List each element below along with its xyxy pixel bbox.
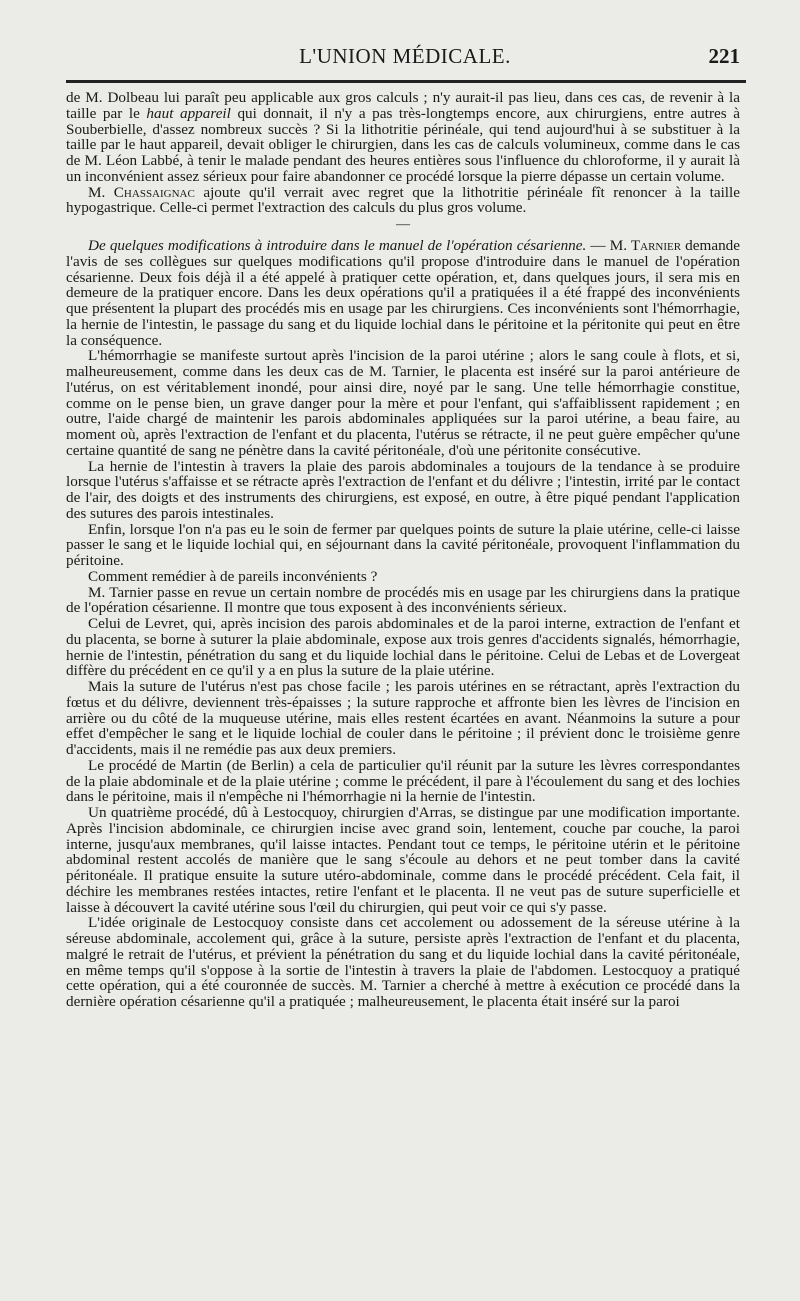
italic-term: haut appareil bbox=[146, 104, 231, 122]
paragraph-text: de M. Dolbeau lui paraît peu applicable aux gros calculs ; n'y aurait-il pas lieu, dans ces cas, de revenir à la taille par le bbox=[66, 89, 740, 122]
paragraph: Mais la suture de l'utérus n'est pas chose facile ; les parois utérines en se rétractant, après l'extraction du fœtus et du délivre, deviennent très-épaisses ; la suture rapproche et affronte bien les lèvres de l'incision en arrière ou du côté de la muqueuse utérine, mais elles restent écartées en avant. Néanmoins la suture a pour effet d'empêcher le sang et le liquide lochial de couler dans le péritoine ; il prévient donc le troisième genre d'accidents, mais il ne remédie pas aux deux premiers. bbox=[66, 678, 740, 758]
header-rule bbox=[66, 80, 746, 83]
paragraph: Celui de Levret, qui, après incision des parois abdominales et de la paroi interne, extraction de l'enfant et du placenta, se borne à suturer la plaie abdominale, expose aux trois genres d'accidents signalés, hémorrhagie, hernie de l'intestin, pénétration du sang et du liquide lochial dans le péritoine. Celui de Lebas et de Lovergeat diffère du précédent en ce qu'il y a en plus la suture de la plaie utérine. bbox=[66, 615, 740, 680]
paragraph: La hernie de l'intestin à travers la plaie des parois abdominales a toujours de la tendance à se produire lorsque l'utérus s'affaisse et se rétracte après l'extraction de l'enfant et du délivre ; l'intestin, irrité par le contact de l'air, des doigts et des instruments des chirurgiens, est exposé, en outre, à être piqué pendant l'application des sutures des parois intestinales. bbox=[66, 457, 740, 522]
speaker-name: M. Tarnier bbox=[609, 237, 682, 254]
paragraph bbox=[66, 238, 740, 348]
paragraph-text: demande l'avis de ses collègues sur quelques modifications qu'il propose d'introduire dans le manuel de l'opération césarienne. Deux fois déjà il a été appelé à pratiquer cette opération, et, dans quelques jours, il sera mis en demeure de la pratiquer encore. Dans les deux opérations qu'il a pratiquées il a été frappé des inconvénients que présentent la plupart des procédés mis en usage par les chirurgiens. Ces inconvénients sont l'hémorrhagie, la hernie de l'intestin, le passage du sang et du liquide lochial dans le péritoine et la péritonite qui peut en être la conséquence. bbox=[66, 237, 741, 349]
section-separator: — bbox=[396, 217, 410, 232]
section-title: De quelques modifications à introduire dans le manuel de l'opération césarienne. bbox=[88, 237, 587, 254]
speaker-name: M. Chassaignac bbox=[88, 183, 195, 201]
paragraph-text: qui donnait, il n'y a pas très-longtemps encore, aux chirurgiens, entre autres à Souberbielle, d'assez nombreux succès ? Si la lithotritie périnéale, qui tend aujourd'hui à se substituer à la taille par le haut appareil, devait obliger le chirurgien, dans les cas de calculs volumineux, comme dans le cas de M. Léon Labbé, à tenir le malade pendant des heures entières sous l'influence du chloroforme, il y aurait là un inconvénient assez sérieux pour faire abandonner ce procédé lorsque la pierre dépasse un certain volume. bbox=[66, 104, 740, 185]
paragraph: Le procédé de Martin (de Berlin) a cela de particulier qu'il réunit par la suture les lèvres correspondantes de la plaie abdominale et de la plaie utérine ; comme le précédent, il pare à l'écoulement du sang et des lochies dans le péritoine, mais il n'empêche ni l'hémorrhagie ni la hernie de l'intestin. bbox=[66, 756, 740, 806]
paragraph: Comment remédier à de pareils inconvénients ? bbox=[88, 567, 378, 585]
paragraph bbox=[66, 185, 740, 217]
paragraph: L'idée originale de Lestocquoy consiste dans cet accolement ou adossement de la séreuse utérine à la séreuse abdominale, accolement qui, grâce à la suture, persiste après l'extraction de l'enfant et du placenta, malgré le retrait de l'utérus, et prévient la pénétration du sang et du liquide lochial dans la cavité péritonéale, en même temps qu'il s'oppose à la sortie de l'intestin à travers la plaie de l'abdomen. Lestocquoy a pratiqué cette opération, qui a été couronnée de succès. M. Tarnier a cherché à mettre à exécution ce procédé dans la dernière opération césarienne qu'il a pratiquée ; malheureusement, le placenta était inséré sur la paroi bbox=[66, 914, 740, 1010]
article-body bbox=[66, 90, 740, 1010]
running-title: L'UNION MÉDICALE. bbox=[299, 44, 511, 68]
paragraph: Enfin, lorsque l'on n'a pas eu le soin de fermer par quelques points de suture la plaie utérine, celle-ci laisse passer le sang et le liquide lochial qui, en séjournant dans la cavité péritonéale, provoquent l'inflammation du péritoine. bbox=[66, 520, 740, 569]
paragraph bbox=[66, 90, 740, 185]
paragraph: Un quatrième procédé, dû à Lestocquoy, chirurgien d'Arras, se distingue par une modification importante. Après l'incision abdominale, ce chirurgien incise avec grand soin, lentement, couche par couche, la paroi interne, jusqu'aux membranes, qu'il laisse intactes. Pendant tout ce temps, le péritoine utérin et le péritoine abdominal restent accolés de manière que le sang s'écoule au dehors et ne peut tomber dans la cavité péritonéale. Il pratique ensuite la suture utéro-abdominale, comme dans le procédé précédent. Cela fait, il déchire les membranes restées intactes, retire l'enfant et le placenta. Il ne veut pas de suture superficielle et laisse à découvert la cavité utérine sous l'œil du chirurgien, qui peut voir ce qui s'y passe. bbox=[66, 804, 740, 916]
paragraph: M. Tarnier passe en revue un certain nombre de procédés mis en usage par les chirurgiens dans la pratique de l'opération césarienne. Il montre que tous exposent à des inconvénients sérieux. bbox=[66, 583, 740, 617]
page-header bbox=[70, 44, 740, 74]
page-number: 221 bbox=[708, 44, 740, 68]
section-dash: — bbox=[586, 237, 610, 254]
paragraph: L'hémorrhagie se manifeste surtout après l'incision de la paroi utérine ; alors le sang coule à flots, et si, malheureusement, comme dans les deux cas de M. Tarnier, le placenta est inséré sur la paroi antérieure de l'utérus, on est véritablement inondé, pour ainsi dire, noyé par le sang. Une telle hémorrhagie constitue, comme on le pense bien, un grave danger pour la mère et pour l'enfant, qui s'affaiblissent rapidement ; en outre, l'aide chargé de maintenir les parois abdominales appliquées sur la paroi utérine, a beau faire, au moment où, après l'extraction de l'enfant et du placenta, l'utérus se rétracte, il ne peut guère empêcher qu'une certaine quantité de sang ne pénètre dans la cavité péritonéale, d'où une péritonite consécutive. bbox=[66, 347, 740, 459]
paragraph-text: ajoute qu'il verrait avec regret que la lithotritie périnéale fît renoncer à la taille hypogastrique. Celle-ci permet l'extraction des calculs du plus gros volume. bbox=[66, 183, 740, 217]
